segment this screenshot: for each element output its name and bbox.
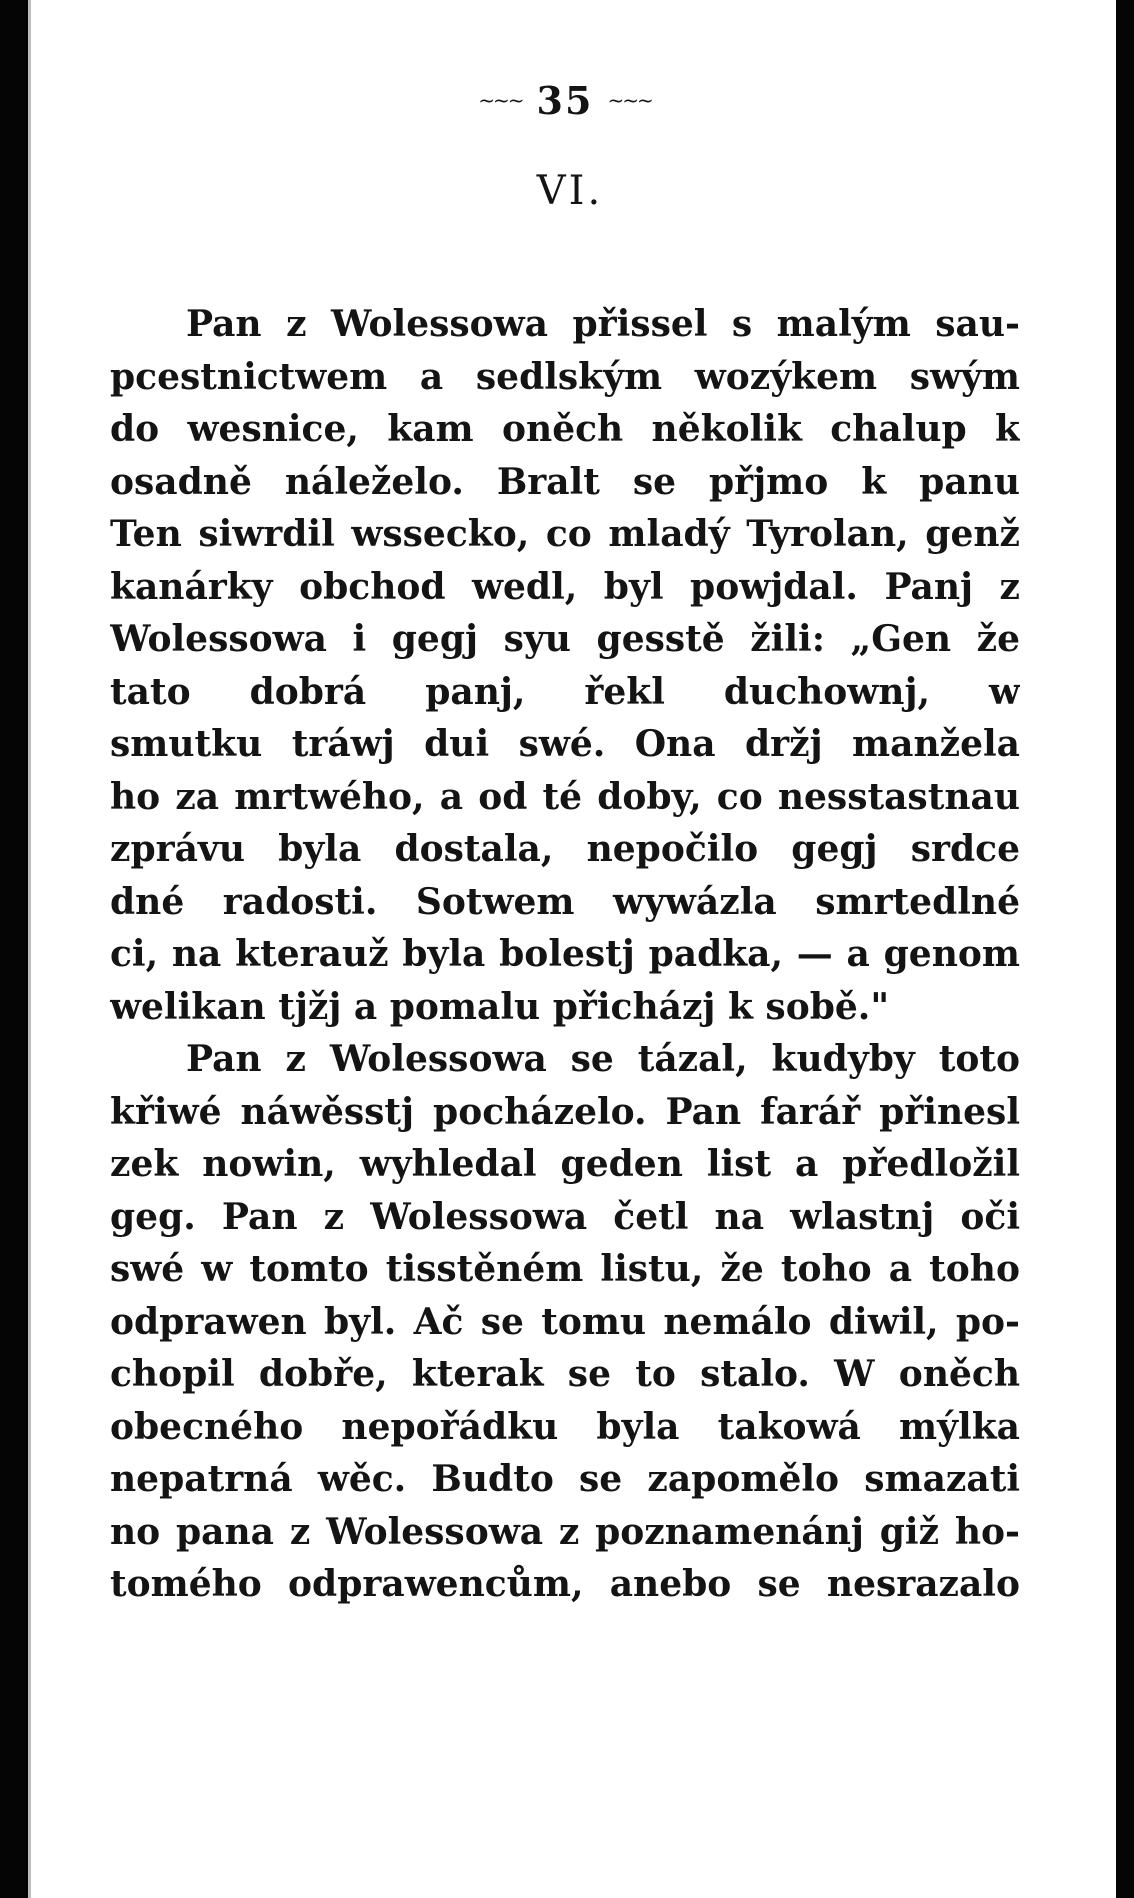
text-line: geg. Pan z Wolessowa četl na wlastnj oči: [110, 1195, 1020, 1238]
text-line: swé w tomto tisstěném listu, že toho a toho: [110, 1248, 1020, 1290]
text-line: ci, na kterauž byla bolestj padka, — a genom: [110, 933, 1020, 975]
text-line: Wolessowa i gegj syu gesstě žili: „Gen že: [110, 618, 1020, 660]
text-line: do wesnice, kam oněch několik chalup k: [110, 408, 1020, 450]
scan-border-left: [0, 0, 28, 1898]
text-line: osadně náleželo. Bralt se přjmo k panu: [110, 460, 1020, 503]
page-number: 35: [536, 77, 594, 123]
scan-border-right: [1116, 0, 1134, 1898]
running-head: [110, 70, 1020, 130]
text-line: obecného nepořádku byla takowá mýlka: [110, 1405, 1020, 1448]
text-line: chopil dobře, kterak se to stalo. W oněch: [110, 1353, 1020, 1395]
book-page: [110, 70, 1020, 1870]
text-line: tato dobrá panj, řekl duchownj, w: [110, 670, 1020, 713]
text-line: Ten siwrdil wssecko, co mladý Tyrolan, genž: [110, 513, 1020, 555]
binding-edge: [28, 0, 31, 1898]
text-line: Pan z Wolessowa se tázal, kudyby toto: [186, 1038, 1020, 1080]
text-line: kanárky obchod wedl, byl powjdal. Panj z: [110, 565, 1020, 608]
text-line: zek nowin, wyhledal geden list a předložil: [110, 1143, 1020, 1185]
text-line: pcestnictwem a sedlským wozýkem swým: [110, 355, 1020, 398]
text-line: no pana z Wolessowa z poznamenánj giž ho-: [110, 1510, 1020, 1553]
body-text: [110, 298, 1020, 1611]
text-line: nepatrná wěc. Budto se zapomělo smazati: [110, 1458, 1020, 1500]
text-line: křiwé náwěsstj pocházelo. Pan farář přinesl: [110, 1090, 1020, 1133]
text-line: welikan tjžj a pomalu přicházj k sobě.": [110, 985, 890, 1028]
text-line: dné radosti. Sotwem wywázla smrtedlné: [110, 880, 1020, 923]
text-line: odprawen byl. Ač se tomu nemálo diwil, po-: [110, 1300, 1020, 1343]
ornament-right: ~~~: [607, 88, 652, 112]
text-line: ho za mrtwého, a od té doby, co nesstastnau: [110, 775, 1020, 818]
text-line: Pan z Wolessowa přissel s malým sau-: [186, 303, 1020, 345]
text-line: smutku tráwj dui swé. Ona držj manžela: [110, 723, 1020, 765]
text-line: tomého odprawencům, anebo se nesrazalo: [110, 1563, 1020, 1605]
chapter-heading: VI.: [536, 168, 604, 214]
ornament-left: ~~~: [478, 88, 523, 112]
text-line: zprávu byla dostala, nepočilo gegj srdce: [110, 828, 1020, 870]
